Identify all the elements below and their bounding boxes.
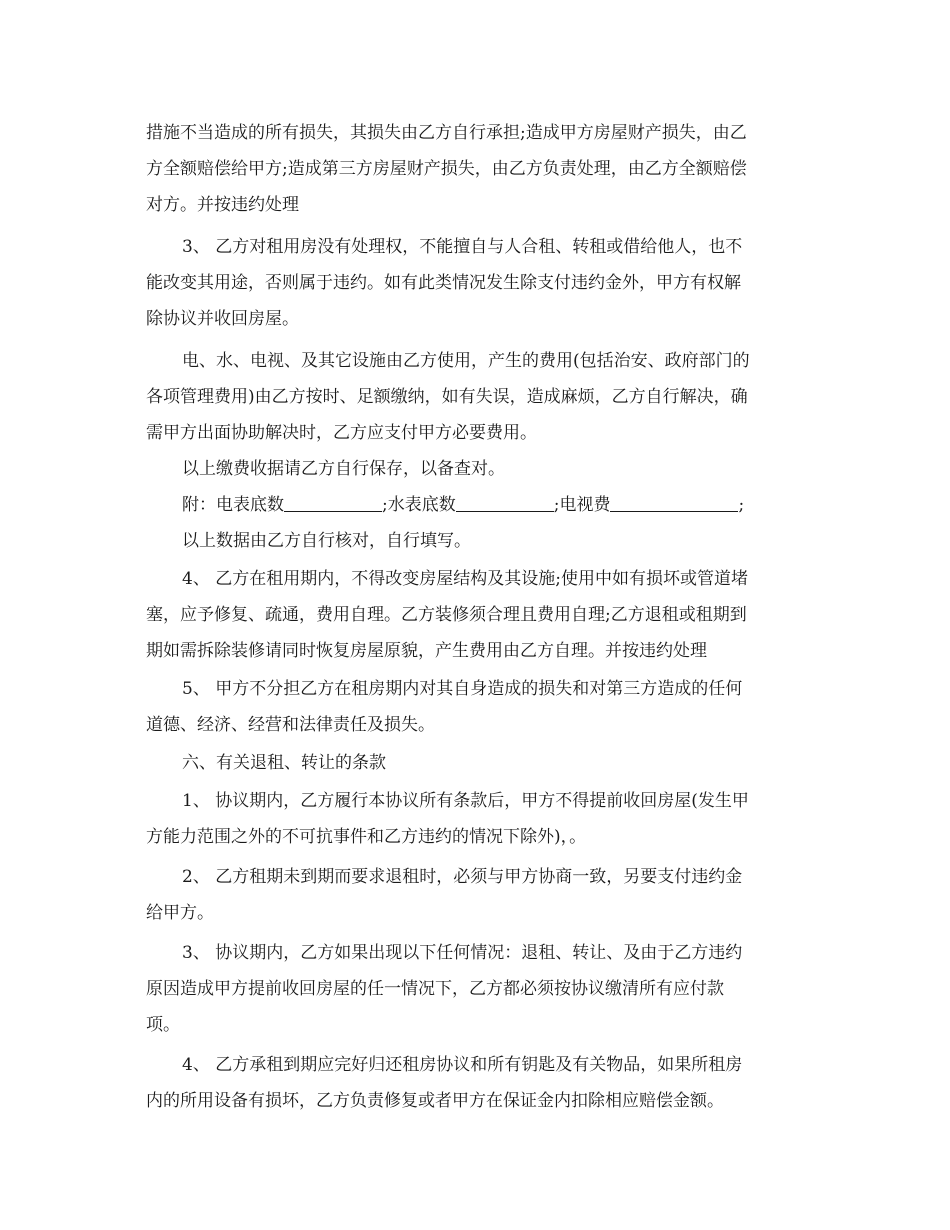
meter-line-end: ; [738,495,745,515]
text-line: 给甲方。 [146,903,214,923]
text-line: 措施不当造成的所有损失，其损失由乙方自行承担;造成甲方房屋财产损失，由乙 [146,123,747,143]
text-line: 4、 乙方承租到期应完好归还租房协议和所有钥匙及有关物品，如果所租房 [182,1055,743,1075]
water-meter-label: ;水表底数 [382,495,456,515]
text-line: 以上缴费收据请乙方自行保存，以备查对。 [182,459,505,479]
paragraph-meter-readings [146,487,811,523]
paragraph-termination-2 [146,859,811,931]
meter-readings-line [146,487,811,523]
text-line: 电、水、电视、及其它设施由乙方使用，产生的费用(包括治安、政府部门的 [182,351,750,371]
section-heading-termination [146,745,811,781]
paragraph-termination-1 [146,783,811,855]
section-heading: 六、有关退租、转让的条款 [182,753,386,773]
text-line: 能改变其用途，否则属于违约。如有此类情况发生除支付违约金外，甲方有权解 [146,273,741,293]
paragraph-clause-3-sublet [146,229,811,337]
electric-meter-label: 附：电表底数 [182,495,284,515]
text-line: 各项管理费用)由乙方按时、足额缴纳，如有失误，造成麻烦，乙方自行解决，确 [146,387,748,407]
text-line: 1、 协议期内，乙方履行本协议所有条款后，甲方不得提前收回房屋(发生甲 [182,791,749,811]
tv-fee-blank [610,493,738,512]
text-line: 方能力范围之外的不可抗事件和乙方违约的情况下除外)，。 [146,827,587,847]
water-meter-blank [456,493,554,512]
text-line: 需甲方出面协助解决时，乙方应支付甲方必要费用。 [146,423,537,443]
document-page [146,115,811,1119]
text-line: 2、 乙方租期未到期而要求退租时，必须与甲方协商一致，另要支付违约金 [182,867,743,887]
text-line: 塞，应予修复、疏通，费用自理。乙方装修须合理且费用自理;乙方退租或租期到 [146,605,747,625]
paragraph-clause-5-liability [146,671,811,743]
text-line: 对方。并按违约处理 [146,195,299,215]
text-line: 道德、经济、经营和法律责任及损失。 [146,715,435,735]
text-line: 4、 乙方在租用期内，不得改变房屋结构及其设施;使用中如有损坏或管道堵 [182,569,748,589]
text-line: 以上数据由乙方自行核对，自行填写。 [182,531,471,551]
electric-meter-blank [284,493,382,512]
paragraph-receipts [146,451,811,487]
text-line: 3、 协议期内，乙方如果出现以下任何情况：退租、转让、及由于乙方违约 [182,943,743,963]
tv-fee-label: ;电视费 [553,495,611,515]
paragraph-clause-4-structure [146,561,811,669]
text-line: 除协议并收回房屋。 [146,309,299,329]
text-line: 原因造成甲方提前收回房屋的任一情况下，乙方都必须按协议缴清所有应付款 [146,979,724,999]
paragraph-termination-4 [146,1047,811,1119]
paragraph-utilities [146,343,811,451]
text-line: 内的所用设备有损坏，乙方负责修复或者甲方在保证金内扣除相应赔偿金额。 [146,1091,724,1111]
text-line: 5、 甲方不分担乙方在租房期内对其自身造成的损失和对第三方造成的任何 [182,679,743,699]
text-line: 期如需拆除装修请同时恢复房屋原貌，产生费用由乙方自理。并按违约处理 [146,641,707,661]
text-line: 3、 乙方对租用房没有处理权，不能擅自与人合租、转租或借给他人，也不 [182,237,743,257]
text-line: 项。 [146,1015,180,1035]
paragraph-data-check [146,523,811,559]
text-line: 方全额赔偿给甲方;造成第三方房屋财产损失，由乙方负责处理，由乙方全额赔偿 [146,159,747,179]
paragraph-termination-3 [146,935,811,1043]
paragraph-damages-continued [146,115,811,223]
